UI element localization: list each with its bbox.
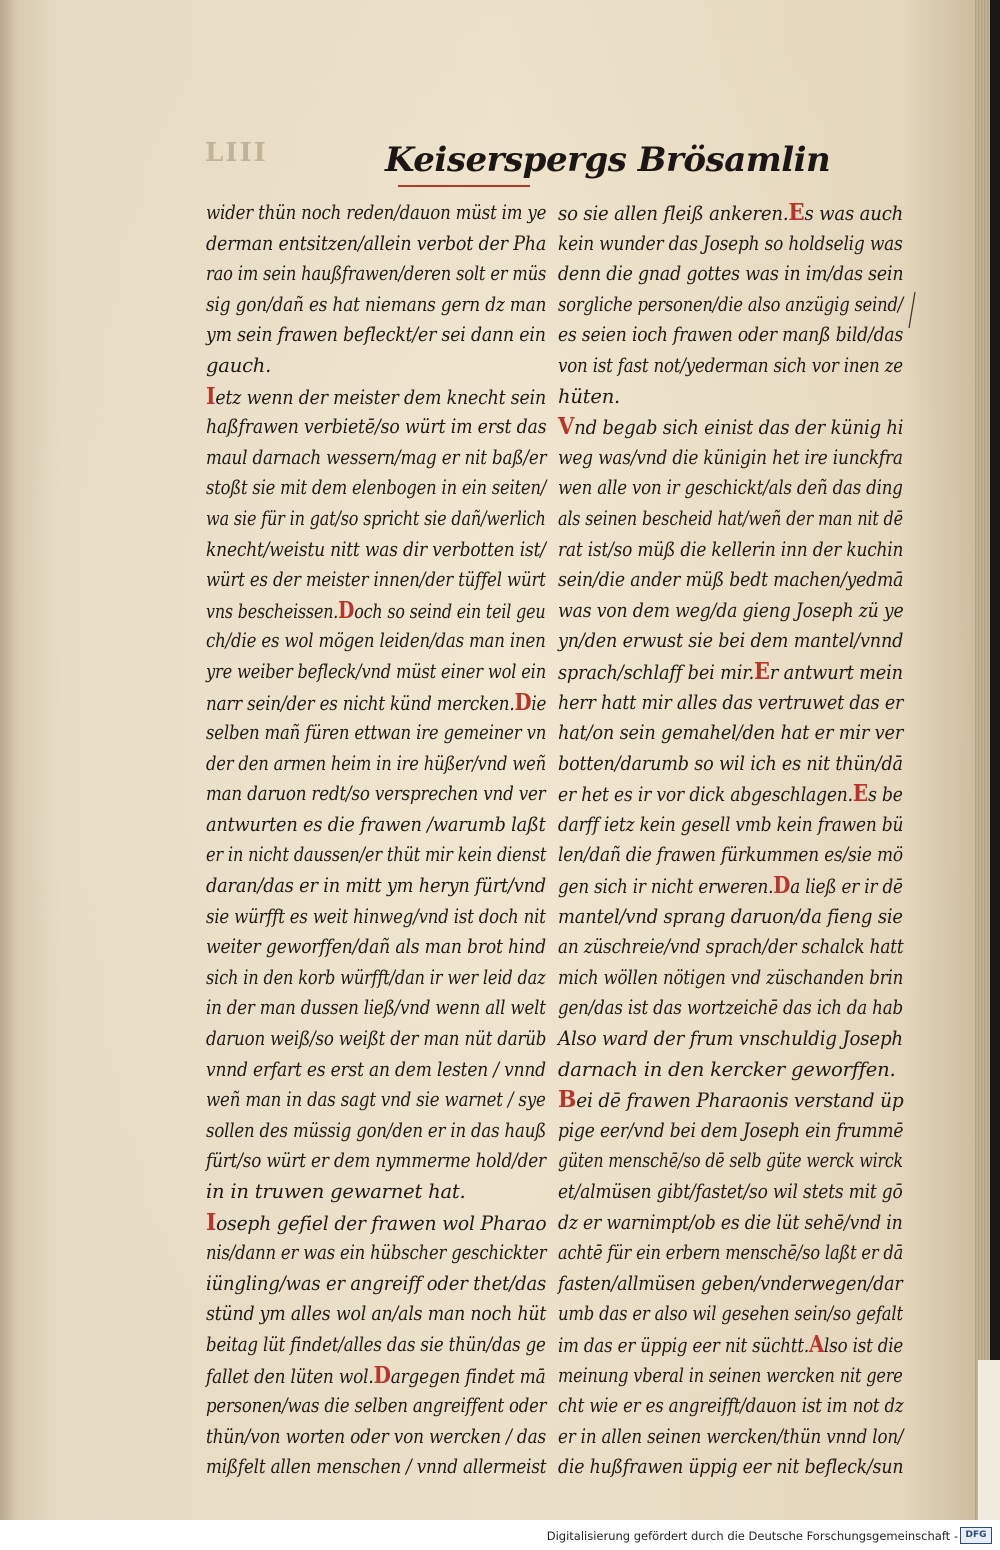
line-text: sie würfft es weit hinweg/vnd ist doch nit: [206, 904, 546, 928]
line-text: s was auch: [804, 202, 904, 225]
text-line: [206, 320, 546, 351]
text-line: [558, 1452, 904, 1483]
text-line: [558, 932, 904, 963]
text-line: [558, 963, 904, 994]
line-text: ym sein frawen befleckt/er sei dann ein: [206, 323, 546, 347]
text-line: [558, 473, 903, 504]
text-line: [558, 1208, 903, 1239]
line-text: fallet den lüten wol.: [206, 1364, 374, 1388]
text-line: [558, 504, 903, 535]
rubricated-initial: D: [373, 1361, 391, 1389]
line-text: umb das er also wil gesehen sein/so gefalt: [558, 1302, 903, 1326]
footer-bar: [0, 1520, 1000, 1550]
line-text: ch/die es wol mögen leiden/das man inen: [206, 629, 546, 653]
line-text: selben mañ füren ettwan ire gemeiner vn: [206, 721, 547, 745]
text-line: [206, 1177, 546, 1208]
text-line: [558, 229, 903, 260]
rubricated-initial: E: [852, 780, 869, 808]
line-text: vns bescheissen.: [206, 599, 339, 623]
line-text: mißfelt allen menschen / vnnd allermeist: [206, 1455, 547, 1479]
line-text: s be: [868, 783, 903, 807]
line-text: nd begab sich einist das der künig hi: [574, 416, 904, 440]
text-line: [558, 718, 904, 749]
line-text: an züschreie/vnd sprach/der schalck hatt: [558, 935, 904, 959]
text-line: [558, 871, 903, 902]
text-line: [558, 840, 903, 871]
text-line: [206, 1330, 546, 1361]
text-line: [206, 473, 547, 504]
text-line: [558, 412, 904, 443]
rubricated-initial: I: [206, 1208, 217, 1236]
line-text: pige eer/vnd bei dem Joseph ein frummē: [558, 1118, 904, 1142]
text-line: [558, 382, 903, 413]
text-line: [206, 1208, 547, 1239]
line-text: in in truwen gewarnet hat.: [206, 1180, 466, 1203]
text-line: [206, 259, 547, 290]
line-text: würt es der meister innen/der tüffel würt: [206, 568, 546, 592]
line-text: hat/on sein gemahel/den hat er mir ver: [558, 721, 904, 745]
line-text: ie: [531, 691, 547, 715]
text-column-left: [206, 198, 546, 1483]
line-text: cht wie er es angreifft/dauon ist im not dz: [558, 1394, 904, 1418]
line-text: er in allen seinen wercken/thün vnnd lon/: [558, 1424, 904, 1448]
text-column-right: [558, 198, 903, 1483]
rubricated-initial: E: [754, 657, 770, 685]
line-text: daran/das er in mitt ym heryn fürt/vnd: [206, 874, 546, 898]
text-line: [206, 1116, 547, 1147]
line-text: etz wenn der meister dem knecht sein: [215, 385, 546, 409]
line-text: oseph gefiel der frawen wol Pharao: [216, 1211, 547, 1235]
funding-credit: Digitalisierung gefördert durch die Deutsche Forschungsgemeinschaft -: [546, 1529, 958, 1543]
line-text: antwurten es die frawen /warumb laßt: [206, 812, 546, 836]
rubricated-initial: D: [773, 872, 791, 900]
text-line: [206, 963, 546, 994]
text-line: [558, 320, 904, 351]
line-text: der den armen heim in ire hüßer/vnd weñ: [206, 751, 546, 775]
text-line: [206, 1085, 546, 1116]
text-line: [558, 993, 903, 1024]
text-line: [206, 688, 547, 719]
line-text: herr hatt mir alles das vertruwet das er: [558, 690, 904, 714]
line-text: darff ietz kein gesell vmb kein frawen bü: [558, 812, 904, 836]
line-text: rao im sein haußfrawen/deren solt er müs: [206, 262, 547, 286]
line-text: in der man dussen ließ/vnd wenn all welt: [206, 996, 546, 1020]
rubricated-initial: A: [808, 1330, 825, 1358]
line-text: sprach/schlaff bei mir.: [558, 660, 755, 684]
text-line: [206, 902, 546, 933]
text-line: [206, 993, 546, 1024]
line-text: vnnd erfart es erst an dem lesten / vnnd: [206, 1057, 546, 1081]
text-line: [206, 932, 546, 963]
line-text: er in nicht daussen/er thüt mir kein dienst: [206, 843, 547, 867]
text-line: [206, 596, 546, 627]
text-line: [558, 1269, 903, 1300]
line-text: yn/den erwust sie bei dem mantel/vnnd: [558, 629, 904, 653]
text-line: [206, 1299, 547, 1330]
text-line: [558, 1085, 904, 1116]
line-text: sein/die ander müß bedt machen/yedmā: [558, 568, 904, 592]
text-line: [206, 1361, 546, 1392]
text-line: [558, 779, 903, 810]
text-line: [206, 382, 546, 413]
line-text: so sie allen fleiß ankeren.: [558, 202, 789, 225]
text-line: [558, 749, 903, 780]
line-text: hüten.: [558, 384, 621, 408]
text-line: [206, 840, 547, 871]
text-line: [558, 1055, 903, 1086]
line-text: stünd ym alles wol an/als man noch hüt: [206, 1302, 547, 1326]
text-line: [558, 1422, 904, 1453]
line-text: r antwurt mein: [769, 660, 903, 684]
line-text: argegen findet mā: [390, 1364, 546, 1388]
line-text: iüngling/was er angreiff oder thet/das: [206, 1271, 547, 1295]
text-line: [206, 443, 547, 474]
text-line: [206, 1238, 547, 1269]
line-text: mich wöllen nötigen vnd züschanden brin: [558, 965, 904, 989]
rubricated-initial: D: [338, 596, 355, 624]
line-text: güten menschē/so dē selb güte werck wirck: [558, 1149, 903, 1173]
line-text: och so seind ein teil geu: [354, 599, 546, 623]
text-line: [206, 1146, 546, 1177]
show-through-folio: LIII: [205, 138, 268, 168]
line-text: dz er warnimpt/ob es die lüt sehē/vnd in: [558, 1210, 903, 1234]
text-line: [558, 1361, 903, 1392]
line-text: fürt/so würt er dem nymmerme hold/der: [206, 1149, 546, 1173]
text-line: [558, 657, 903, 688]
line-text: mantel/vnd sprang daruon/da fieng sie: [558, 904, 903, 928]
text-line: [558, 1299, 903, 1330]
text-line: [558, 259, 904, 290]
line-text: rat ist/so müß die kellerin inn der kuchin: [558, 537, 904, 561]
margin-mark: [905, 290, 919, 330]
rubricated-initial: I: [206, 382, 216, 410]
line-text: sollen des müssig gon/den er in das hauß: [206, 1118, 547, 1142]
dfg-logo: DFG: [960, 1527, 992, 1544]
line-text: a ließ er ir dē: [790, 875, 903, 899]
text-line: [206, 718, 547, 749]
text-line: [558, 1391, 904, 1422]
line-text: achtē für ein erbern menschē/so laßt er dā: [558, 1241, 904, 1265]
line-text: im das er üppig eer nit süchtt.: [558, 1333, 809, 1357]
text-line: [558, 351, 903, 382]
line-text: stoßt sie mit dem elenbogen in ein seiten/: [206, 476, 547, 500]
line-text: weiter geworffen/dañ als man brot hind: [206, 935, 546, 959]
rubricated-initial: B: [558, 1086, 577, 1114]
text-line: [206, 290, 547, 321]
text-line: [558, 688, 904, 719]
text-line: [206, 1391, 547, 1422]
line-text: als seinen bescheid hat/weñ der man nit dē: [558, 506, 903, 530]
text-line: [206, 1024, 547, 1055]
line-text: beitag lüt findet/alles das sie thün/das ge: [206, 1332, 546, 1356]
text-line: [206, 565, 546, 596]
text-line: [206, 871, 546, 902]
text-line: [558, 810, 904, 841]
line-text: sich in den korb würfft/dan ir wer leid daz: [206, 965, 546, 989]
line-text: die hußfrawen üppig eer nit befleck/sun: [558, 1455, 904, 1479]
text-line: [558, 535, 904, 566]
text-line: [206, 229, 547, 260]
line-text: kein wunder das Joseph so holdselig was: [558, 231, 903, 255]
line-text: nis/dann er was ein hübscher geschickter: [206, 1241, 547, 1265]
text-line: [558, 596, 904, 627]
text-line: [206, 810, 546, 841]
line-text: botten/darumb so wil ich es nit thün/dā: [558, 751, 903, 775]
line-text: derman entsitzen/allein verbot der Pha: [206, 231, 547, 255]
text-line: [558, 902, 903, 933]
text-line: [206, 657, 546, 688]
text-line: [558, 1024, 903, 1055]
line-text: wa sie für in gat/so spricht sie dañ/werlich: [206, 506, 546, 530]
line-text: er het es ir vor dick abgeschlagen.: [558, 783, 853, 807]
line-text: es seien ioch frawen oder manß bild/das: [558, 323, 904, 347]
text-line: [206, 351, 546, 382]
line-text: denn die gnad gottes was in im/das sein: [558, 262, 904, 286]
text-line: [206, 504, 546, 535]
line-text: maul darnach wessern/mag er nit baß/er: [206, 445, 547, 469]
rubricated-initial: V: [558, 413, 575, 441]
line-text: thün/von worten oder von wercken / das: [206, 1424, 546, 1448]
line-text: daruon weiß/so weißt der man nüt darüb: [206, 1027, 547, 1051]
text-line: [558, 626, 904, 657]
text-line: [206, 779, 546, 810]
line-text: man daruon redt/so versprechen vnd ver: [206, 782, 546, 806]
line-text: knecht/weistu nitt was dir verbotten ist/: [206, 537, 546, 561]
text-line: [558, 1177, 903, 1208]
text-line: [558, 565, 904, 596]
line-text: et/almüsen gibt/fastet/so wil stets mit gō: [558, 1180, 903, 1203]
line-text: len/dañ die frawen fürkummen es/sie mö: [558, 843, 903, 867]
line-text: Also ward der frum vnschuldig Joseph: [558, 1027, 903, 1051]
text-line: [206, 198, 547, 229]
line-text: meinung vberal in seinen wercken nit gere: [558, 1363, 903, 1387]
line-text: ei dē frawen Pharaonis verstand üp: [576, 1089, 904, 1113]
text-line: [558, 1330, 904, 1361]
text-line: [558, 1146, 903, 1177]
rubric-underline: [398, 185, 530, 187]
line-text: gen/das ist das wortzeichē das ich da hab: [558, 996, 903, 1020]
line-text: lso ist die: [824, 1333, 904, 1357]
line-text: weg was/vnd die künigin het ire iunckfra: [558, 445, 903, 469]
rubricated-initial: D: [514, 688, 532, 716]
text-line: [206, 1055, 546, 1086]
line-text: sorgliche personen/die also anzügig seind/: [558, 292, 904, 316]
running-head: Keiserspergs Brösamlin: [385, 140, 831, 180]
page-tab: [978, 1360, 1000, 1520]
line-text: was von dem weg/da gieng Joseph zü ye: [558, 598, 904, 622]
line-text: darnach in den kercker geworffen.: [558, 1057, 896, 1081]
line-text: personen/was die selben angreiffent oder: [206, 1394, 547, 1418]
text-line: [206, 749, 546, 780]
line-text: gauch.: [206, 353, 272, 377]
text-line: [206, 412, 547, 443]
line-text: sig gon/dañ es hat niemans gern dz man: [206, 292, 547, 316]
text-line: [206, 1452, 547, 1483]
text-line: [558, 290, 904, 321]
line-text: wen alle von ir geschickt/als deñ das ding: [558, 476, 903, 500]
line-text: haßfrawen verbietē/so würt im erst das: [206, 415, 547, 439]
line-text: narr sein/der es nicht künd mercken.: [206, 691, 515, 715]
line-text: wider thün noch reden/dauon müst im ye: [206, 201, 547, 224]
line-text: yre weiber befleck/vnd müst einer wol ein: [206, 659, 546, 683]
text-line: [558, 198, 904, 229]
text-line: [206, 1269, 547, 1300]
text-line: [206, 535, 546, 566]
rubricated-initial: E: [788, 199, 805, 226]
line-text: gen sich ir nicht erweren.: [558, 875, 774, 899]
line-text: weñ man in das sagt vnd sie warnet / sye: [206, 1088, 546, 1112]
text-line: [206, 626, 546, 657]
line-text: fasten/allmüsen geben/vnderwegen/dar: [558, 1271, 903, 1295]
line-text: von ist fast not/yederman sich vor inen ze: [558, 353, 903, 377]
text-line: [558, 443, 903, 474]
text-line: [558, 1116, 904, 1147]
text-line: [558, 1238, 904, 1269]
text-line: [206, 1422, 546, 1453]
page-edge: [975, 0, 990, 1520]
